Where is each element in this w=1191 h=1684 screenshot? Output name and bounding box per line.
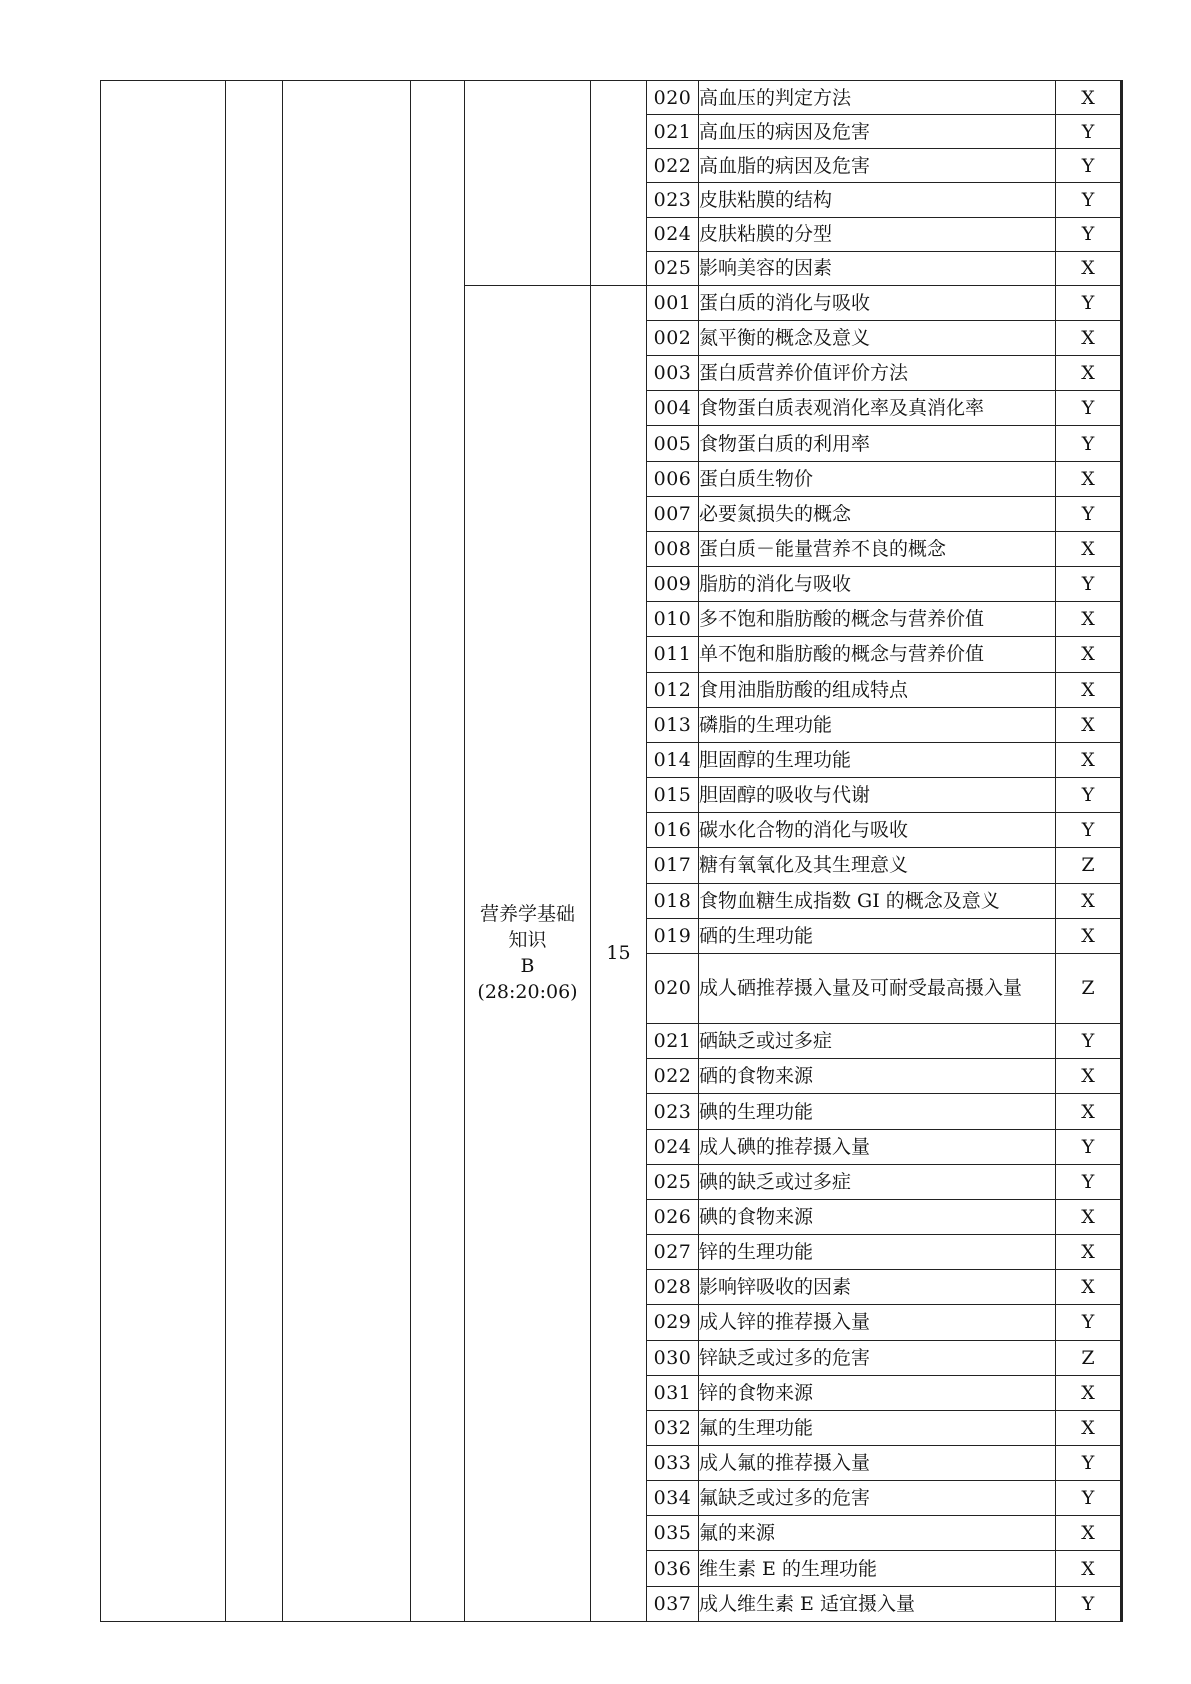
item-level: Y — [1056, 567, 1122, 602]
item-level: X — [1056, 1410, 1122, 1445]
item-name: 成人氟的推荐摄入量 — [699, 1446, 1056, 1481]
item-code: 033 — [647, 1446, 699, 1481]
item-level: Y — [1056, 183, 1122, 217]
item-name: 锌的生理功能 — [699, 1235, 1056, 1270]
item-name: 氟的来源 — [699, 1516, 1056, 1551]
knowledge-table-page — [100, 80, 1121, 1622]
item-level: X — [1056, 707, 1122, 742]
module-ratio: (28:20:06) — [477, 981, 578, 1004]
item-code: 020 — [647, 81, 699, 115]
item-level: X — [1056, 461, 1122, 496]
item-name: 成人锌的推荐摄入量 — [699, 1305, 1056, 1340]
item-code: 005 — [647, 426, 699, 461]
item-code: 019 — [647, 918, 699, 953]
item-code: 027 — [647, 1235, 699, 1270]
item-name: 皮肤粘膜的结构 — [699, 183, 1056, 217]
item-name: 高血压的病因及危害 — [699, 115, 1056, 149]
item-name: 氟的生理功能 — [699, 1410, 1056, 1445]
blank-column-4 — [411, 81, 465, 1622]
item-name: 高血脂的病因及危害 — [699, 149, 1056, 183]
item-name: 硒的生理功能 — [699, 918, 1056, 953]
item-code: 022 — [647, 149, 699, 183]
item-name: 碳水化合物的消化与吸收 — [699, 813, 1056, 848]
item-level: X — [1056, 1235, 1122, 1270]
item-code: 035 — [647, 1516, 699, 1551]
blank-column-3 — [283, 81, 411, 1622]
item-code: 023 — [647, 183, 699, 217]
item-code: 009 — [647, 567, 699, 602]
item-level: X — [1056, 356, 1122, 391]
item-code: 024 — [647, 1129, 699, 1164]
item-level: X — [1056, 602, 1122, 637]
item-name: 必要氮损失的概念 — [699, 496, 1056, 531]
item-level: Y — [1056, 1446, 1122, 1481]
item-name: 磷脂的生理功能 — [699, 707, 1056, 742]
item-code: 016 — [647, 813, 699, 848]
item-code: 026 — [647, 1199, 699, 1234]
item-level: X — [1056, 251, 1122, 285]
item-level: Y — [1056, 115, 1122, 149]
item-name: 硒的食物来源 — [699, 1059, 1056, 1094]
module-weight-cell: 15 — [591, 285, 647, 1621]
table-body — [101, 81, 1122, 1622]
module-name-line: 知识 — [508, 929, 547, 952]
item-level: Z — [1056, 848, 1122, 883]
item-name: 食物蛋白质表观消化率及真消化率 — [699, 391, 1056, 426]
item-level: Y — [1056, 496, 1122, 531]
item-name: 皮肤粘膜的分型 — [699, 217, 1056, 251]
item-level: Y — [1056, 1586, 1122, 1621]
item-code: 004 — [647, 391, 699, 426]
item-level: Y — [1056, 778, 1122, 813]
item-name: 影响美容的因素 — [699, 251, 1056, 285]
item-code: 011 — [647, 637, 699, 672]
item-name: 多不饱和脂肪酸的概念与营养价值 — [699, 602, 1056, 637]
item-name: 单不饱和脂肪酸的概念与营养价值 — [699, 637, 1056, 672]
item-code: 037 — [647, 1586, 699, 1621]
item-level: X — [1056, 742, 1122, 777]
item-level: Z — [1056, 953, 1122, 1023]
item-code: 015 — [647, 778, 699, 813]
item-name: 成人硒推荐摄入量及可耐受最高摄入量 — [699, 953, 1056, 1023]
module-code: B — [520, 955, 535, 978]
module-name-line: 营养学基础 — [479, 903, 575, 926]
item-name: 食用油脂肪酸的组成特点 — [699, 672, 1056, 707]
item-name: 成人碘的推荐摄入量 — [699, 1129, 1056, 1164]
item-level: X — [1056, 1516, 1122, 1551]
item-name: 蛋白质－能量营养不良的概念 — [699, 531, 1056, 566]
item-level: X — [1056, 1270, 1122, 1305]
item-code: 020 — [647, 953, 699, 1023]
item-name: 碘的食物来源 — [699, 1199, 1056, 1234]
item-code: 007 — [647, 496, 699, 531]
section-a-weight-cell — [591, 81, 647, 286]
item-code: 021 — [647, 115, 699, 149]
item-name: 硒缺乏或过多症 — [699, 1024, 1056, 1059]
item-level: Y — [1056, 426, 1122, 461]
item-level: X — [1056, 637, 1122, 672]
module-name-cell — [465, 285, 591, 1621]
item-level: X — [1056, 672, 1122, 707]
item-code: 025 — [647, 251, 699, 285]
item-name: 维生素 E 的生理功能 — [699, 1551, 1056, 1586]
item-name: 碘的生理功能 — [699, 1094, 1056, 1129]
item-level: X — [1056, 321, 1122, 356]
knowledge-point-table — [100, 80, 1123, 1622]
item-level: X — [1056, 81, 1122, 115]
item-code: 014 — [647, 742, 699, 777]
blank-column-1 — [101, 81, 226, 1622]
item-code: 003 — [647, 356, 699, 391]
item-code: 008 — [647, 531, 699, 566]
item-level: X — [1056, 918, 1122, 953]
item-name: 糖有氧氧化及其生理意义 — [699, 848, 1056, 883]
item-level: Y — [1056, 149, 1122, 183]
item-level: Z — [1056, 1340, 1122, 1375]
section-a-module-cell — [465, 81, 591, 286]
table-row — [101, 81, 1122, 115]
item-code: 029 — [647, 1305, 699, 1340]
item-level: X — [1056, 1199, 1122, 1234]
item-level: Y — [1056, 391, 1122, 426]
item-name: 锌缺乏或过多的危害 — [699, 1340, 1056, 1375]
item-level: X — [1056, 531, 1122, 566]
item-code: 013 — [647, 707, 699, 742]
item-level: Y — [1056, 1481, 1122, 1516]
item-name: 成人维生素 E 适宜摄入量 — [699, 1586, 1056, 1621]
item-code: 017 — [647, 848, 699, 883]
item-level: X — [1056, 1551, 1122, 1586]
item-code: 006 — [647, 461, 699, 496]
item-code: 036 — [647, 1551, 699, 1586]
item-code: 010 — [647, 602, 699, 637]
item-code: 025 — [647, 1164, 699, 1199]
item-code: 034 — [647, 1481, 699, 1516]
item-level: X — [1056, 1059, 1122, 1094]
item-level: Y — [1056, 1024, 1122, 1059]
blank-column-2 — [226, 81, 283, 1622]
item-name: 氟缺乏或过多的危害 — [699, 1481, 1056, 1516]
item-code: 002 — [647, 321, 699, 356]
item-name: 碘的缺乏或过多症 — [699, 1164, 1056, 1199]
item-code: 030 — [647, 1340, 699, 1375]
item-code: 023 — [647, 1094, 699, 1129]
item-code: 018 — [647, 883, 699, 918]
item-code: 021 — [647, 1024, 699, 1059]
item-code: 001 — [647, 285, 699, 320]
item-name: 食物血糖生成指数 GI 的概念及意义 — [699, 883, 1056, 918]
item-name: 蛋白质营养价值评价方法 — [699, 356, 1056, 391]
item-code: 012 — [647, 672, 699, 707]
item-level: X — [1056, 883, 1122, 918]
item-level: X — [1056, 1094, 1122, 1129]
item-code: 022 — [647, 1059, 699, 1094]
item-code: 032 — [647, 1410, 699, 1445]
item-name: 脂肪的消化与吸收 — [699, 567, 1056, 602]
item-level: Y — [1056, 1164, 1122, 1199]
item-name: 食物蛋白质的利用率 — [699, 426, 1056, 461]
item-name: 胆固醇的生理功能 — [699, 742, 1056, 777]
item-name: 高血压的判定方法 — [699, 81, 1056, 115]
item-name: 影响锌吸收的因素 — [699, 1270, 1056, 1305]
item-name: 胆固醇的吸收与代谢 — [699, 778, 1056, 813]
item-code: 028 — [647, 1270, 699, 1305]
item-level: Y — [1056, 1129, 1122, 1164]
item-name: 蛋白质的消化与吸收 — [699, 285, 1056, 320]
item-code: 031 — [647, 1375, 699, 1410]
item-code: 024 — [647, 217, 699, 251]
item-name: 锌的食物来源 — [699, 1375, 1056, 1410]
item-level: X — [1056, 1375, 1122, 1410]
item-level: Y — [1056, 285, 1122, 320]
item-level: Y — [1056, 813, 1122, 848]
item-level: Y — [1056, 217, 1122, 251]
item-name: 氮平衡的概念及意义 — [699, 321, 1056, 356]
item-level: Y — [1056, 1305, 1122, 1340]
item-name: 蛋白质生物价 — [699, 461, 1056, 496]
